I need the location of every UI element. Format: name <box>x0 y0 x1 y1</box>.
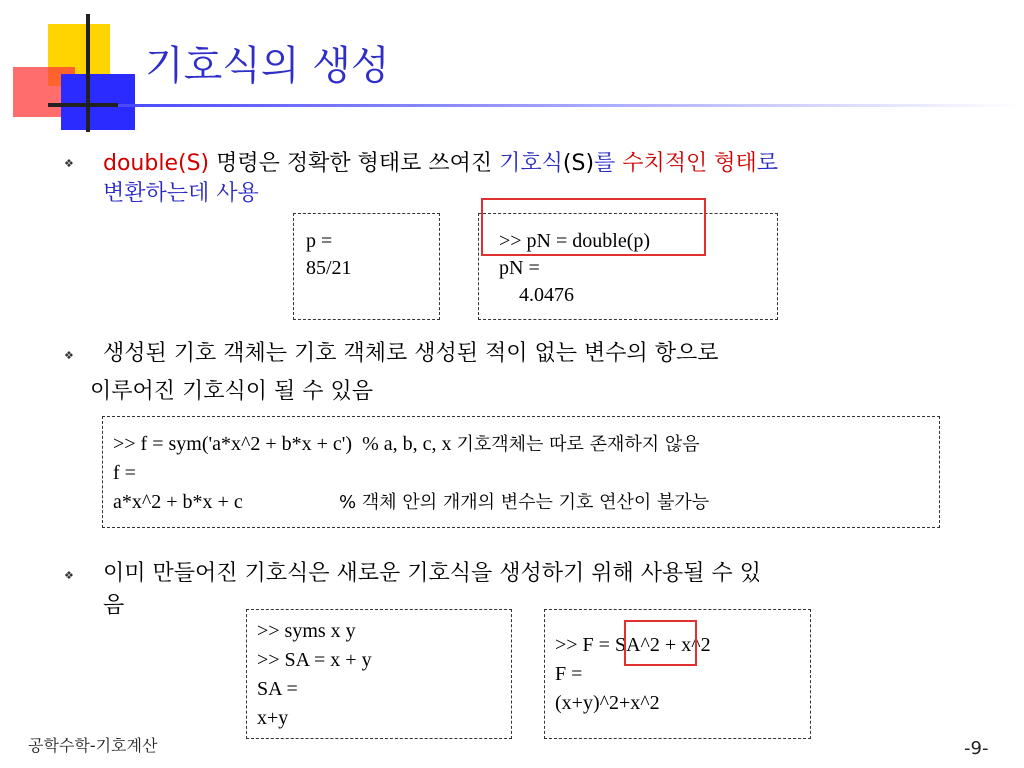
highlight-box-double <box>481 198 706 256</box>
code-line: >> syms x y <box>257 620 356 642</box>
code-line: f = <box>113 462 136 484</box>
code-line: >> SA = x + y <box>257 649 372 671</box>
slide-title: 기호식의 생성 <box>145 43 390 89</box>
bullet-3-line-1: 이미 만들어진 기호식은 새로운 기호식을 생성하기 위해 사용될 수 있 <box>103 561 761 586</box>
footer-course-title: 공학수학-기호계산 <box>28 736 158 755</box>
bullet-1-line-1: double(S) 명령은 정확한 형태로 쓰여진 기호식(S)를 수치적인 형태로 <box>103 151 779 176</box>
highlight-box-SA <box>624 620 697 666</box>
code-line: 85/21 <box>306 257 352 279</box>
code-line: >> pN = double(p) <box>499 230 651 252</box>
code-line: 4.0476 <box>499 284 574 306</box>
bullet-diamond-icon: ❖ <box>64 157 74 170</box>
title-underline <box>118 104 1024 107</box>
code-box-syms <box>246 609 512 739</box>
code-line: pN = <box>499 257 540 279</box>
code-comment-red: % 객체 안의 개개의 변수는 기호 연산이 불가능 <box>339 492 710 513</box>
code-line: x+y <box>257 707 289 729</box>
bullet-2-line-2: 이루어진 기호식이 될 수 있음 <box>90 379 373 404</box>
bullet-diamond-icon: ❖ <box>64 349 74 362</box>
code-line: p = <box>306 230 333 252</box>
code-line: (x+y)^2+x^2 <box>555 692 660 714</box>
code-box-sym <box>102 416 940 528</box>
page-number: -9- <box>964 738 989 759</box>
code-line: >> F = SA^2 + x^2 <box>555 634 711 656</box>
logo-vertical-line <box>86 14 90 132</box>
code-line: SA = <box>257 678 298 700</box>
code-line: >> f = sym('a*x^2 + b*x + c') % a, b, c, x 기호객체는 따로 존재하지 않음 <box>113 433 700 455</box>
logo-horizontal-line <box>48 103 118 107</box>
code-line: a*x^2 + b*x + c <box>113 491 243 513</box>
code-line: F = <box>555 663 583 685</box>
bullet-2-line-1: 생성된 기호 객체는 기호 객체로 생성된 적이 없는 변수의 항으로 <box>103 341 719 366</box>
code-box-p <box>293 213 440 320</box>
bullet-3-line-2: 음 <box>103 593 125 618</box>
bullet-diamond-icon: ❖ <box>64 569 74 582</box>
bullet-1-line-2: 변환하는데 사용 <box>103 181 259 206</box>
logo-square-blue <box>61 74 135 130</box>
